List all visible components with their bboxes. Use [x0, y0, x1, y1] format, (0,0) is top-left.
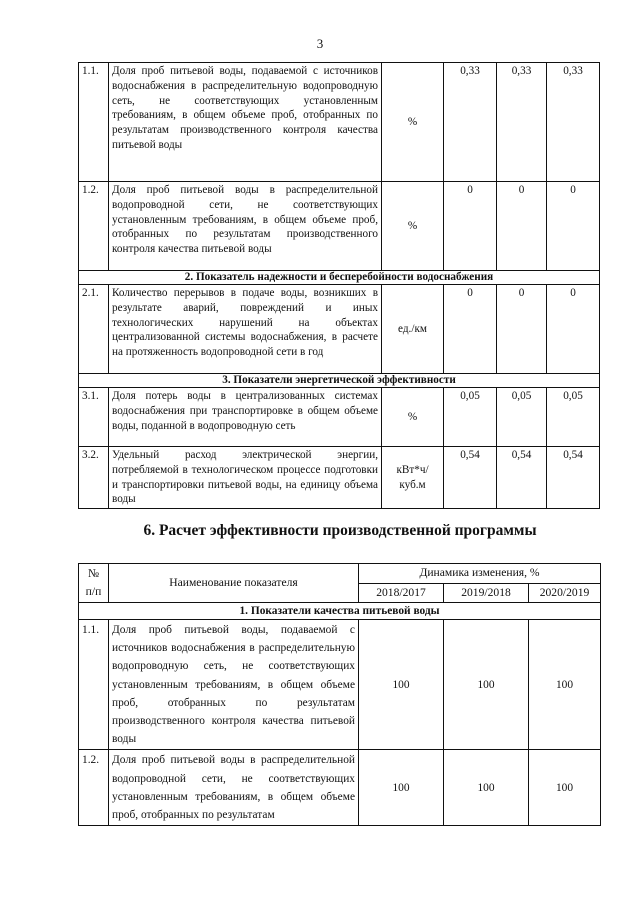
row-number: 1.2. [79, 182, 109, 271]
value-2: 0,54 [497, 447, 547, 509]
unit: кВт*ч/куб.м [382, 447, 444, 509]
value-2: 0 [497, 285, 547, 374]
table-row [79, 750, 601, 826]
section-row [79, 374, 600, 388]
section-row [79, 271, 600, 285]
header-number: № п/п [79, 564, 109, 603]
indicator-name: Количество перерывов в подаче воды, возникших в результате аварий, повреждений и иных технологических нарушений на объектах централизованной системы водоснабжения, в расчете на протяженность водопроводной сети в год [109, 285, 382, 374]
value-1: 0,33 [444, 63, 497, 182]
dynamics-2: 100 [444, 620, 529, 750]
row-number: 3.2. [79, 447, 109, 509]
value-1: 0,05 [444, 388, 497, 447]
table-row [79, 620, 601, 750]
dynamics-2: 100 [444, 750, 529, 826]
value-3: 0,33 [547, 63, 600, 182]
table-row [79, 63, 600, 182]
value-3: 0 [547, 285, 600, 374]
value-3: 0,05 [547, 388, 600, 447]
section-row [79, 603, 601, 620]
row-number: 2.1. [79, 285, 109, 374]
value-2: 0 [497, 182, 547, 271]
value-3: 0,54 [547, 447, 600, 509]
header-name: Наименование показателя [109, 564, 359, 603]
value-3: 0 [547, 182, 600, 271]
section-title: 1. Показатели качества питьевой воды [79, 603, 601, 620]
header-dynamics: Динамика изменения, % [359, 564, 601, 584]
value-1: 0,54 [444, 447, 497, 509]
header-row [79, 564, 601, 584]
indicator-name: Удельный расход электрической энергии, потребляемой в технологическом процессе подготовки и транспортировки питьевой воды, на единицу объема воды [109, 447, 382, 509]
unit: ед./км [382, 285, 444, 374]
indicator-name: Доля потерь воды в централизованных системах водоснабжения при транспортировке в общем объеме воды, поданной в водопроводную сеть [109, 388, 382, 447]
row-number: 1.2. [79, 750, 109, 826]
page-number: 3 [316, 36, 324, 51]
header-year: 2018/2017 [359, 583, 444, 603]
header-year: 2019/2018 [444, 583, 529, 603]
table-row [79, 388, 600, 447]
table-row [79, 447, 600, 509]
value-2: 0,05 [497, 388, 547, 447]
value-1: 0 [444, 182, 497, 271]
dynamics-1: 100 [359, 620, 444, 750]
unit: % [382, 388, 444, 447]
indicator-name: Доля проб питьевой воды в распределительной водопроводной сети, не соответствующих установленным требованиям, в общем объеме проб, отобранных по результатам [109, 750, 359, 826]
unit: % [382, 63, 444, 182]
table-row [79, 285, 600, 374]
indicator-name: Доля проб питьевой воды, подаваемой с источников водоснабжения в распределительную водопроводную сеть, не соответствующих установленным требованиям, в общем объеме проб, отобранных по результатам производственного контроля качества питьевой воды [109, 63, 382, 182]
section-heading: 6. Расчет эффективности производственной программы [143, 522, 537, 539]
value-1: 0 [444, 285, 497, 374]
unit: % [382, 182, 444, 271]
dynamics-1: 100 [359, 750, 444, 826]
indicators-table [78, 62, 600, 509]
header-year: 2020/2019 [529, 583, 601, 603]
row-number: 3.1. [79, 388, 109, 447]
section-title: 3. Показатели энергетической эффективности [79, 374, 600, 388]
row-number: 1.1. [79, 63, 109, 182]
efficiency-table [78, 563, 601, 826]
dynamics-3: 100 [529, 620, 601, 750]
indicator-name: Доля проб питьевой воды, подаваемой с источников водоснабжения в распределительную водопроводную сеть, не соответствующих установленным требованиям, в общем объеме проб, отобранных по результатам производственного контроля качества питьевой воды [109, 620, 359, 750]
row-number: 1.1. [79, 620, 109, 750]
table-row [79, 182, 600, 271]
dynamics-3: 100 [529, 750, 601, 826]
value-2: 0,33 [497, 63, 547, 182]
section-title: 2. Показатель надежности и бесперебойности водоснабжения [79, 271, 600, 285]
indicator-name: Доля проб питьевой воды в распределительной водопроводной сети, не соответствующих установленным требованиям, в общем объеме проб, отобранных по результатам производственного контроля качества питьевой воды [109, 182, 382, 271]
